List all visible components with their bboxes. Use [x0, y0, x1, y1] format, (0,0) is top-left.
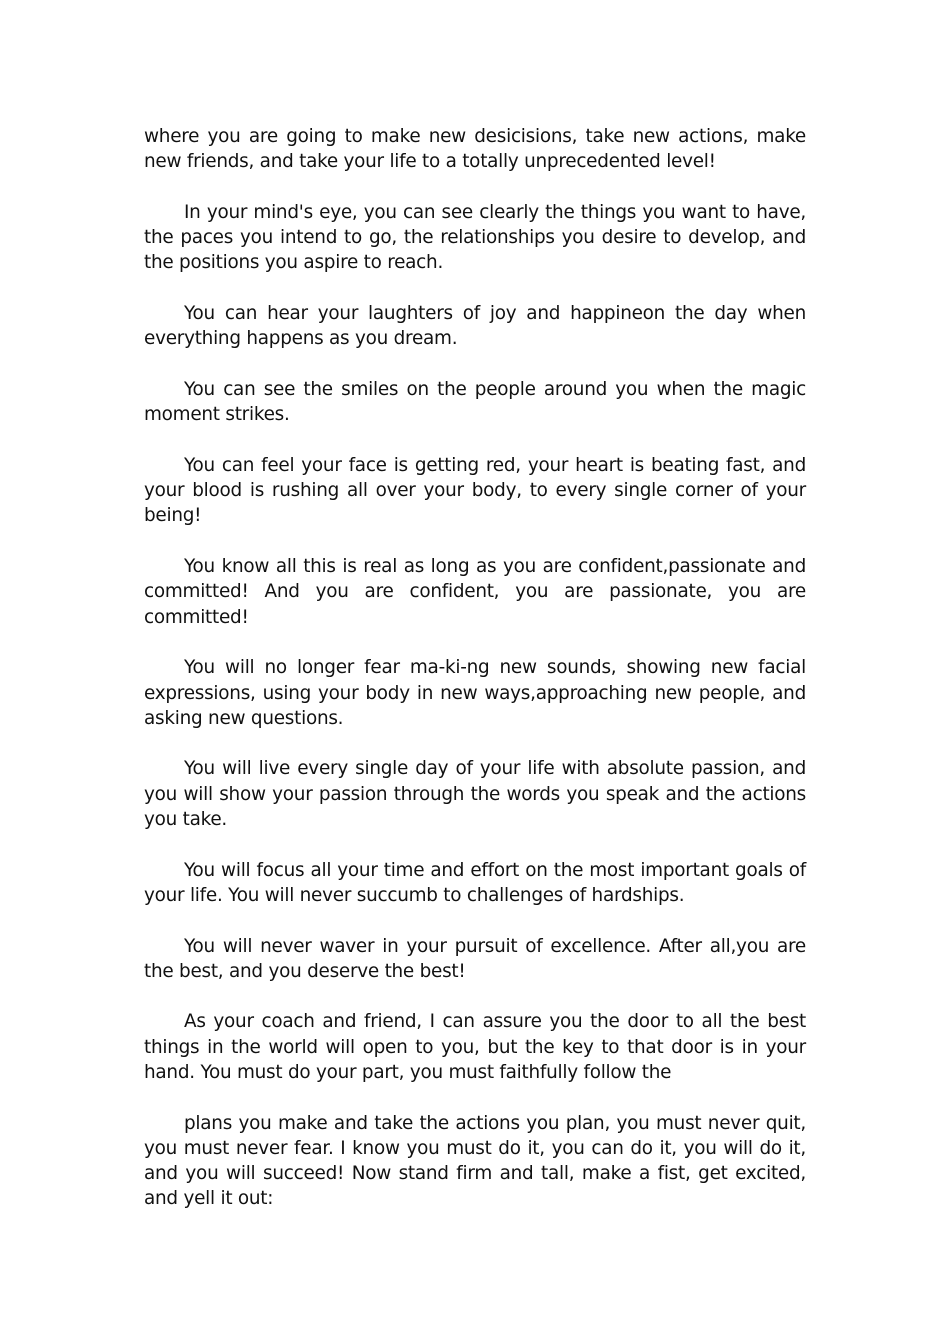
paragraph-11: As your coach and friend, I can assure you the door to all the best things in the world will open to you, but the key to that door is in your hand. You must do your part, you must faithfully follow the	[144, 1011, 806, 1083]
paragraph-4: You can see the smiles on the people around you when the magic moment strikes.	[144, 378, 806, 426]
paragraph-2: In your mind's eye, you can see clearly the things you want to have, the paces you intend to go, the relationships you desire to develop, and the positions you aspire to reach.	[144, 201, 806, 274]
paragraph-10: You will never waver in your pursuit of excellence. After all,you are the best, and you deserve the best!	[144, 935, 806, 982]
paragraph-12: plans you make and take the actions you plan, you must never quit, you must never fear. I know you must do it, you can do it, you will do it, and you will succeed! Now stand firm and tall, make a fist, get excited, and yell it out:	[144, 1112, 806, 1210]
paragraph-1: where you are going to make new desicisions, take new actions, make new friends, and take your life to a totally unprecedented level!	[144, 126, 806, 173]
paragraph-5: You can feel your face is getting red, your heart is beating fast, and your blood is rushing all over your body, to every single corner of your being!	[144, 454, 806, 527]
document-page	[144, 124, 806, 1237]
paragraph-6: You know all this is real as long as you are confident,passionate and committed! And you are confident, you are passionate, you are committed!	[144, 556, 806, 628]
paragraph-9: You will focus all your time and effort on the most important goals of your life. You will never succumb to challenges of hardships.	[144, 859, 806, 906]
paragraph-8: You will live every single day of your life with absolute passion, and you will show your passion through the words you speak and the actions you take.	[144, 758, 806, 831]
paragraph-7: You will no longer fear ma-ki-ng new sounds, showing new facial expressions, using your body in new ways,approaching new people, and asking new questions.	[144, 657, 806, 729]
paragraph-3: You can hear your laughters of joy and happineon the day when everything happens as you dream.	[144, 303, 806, 350]
